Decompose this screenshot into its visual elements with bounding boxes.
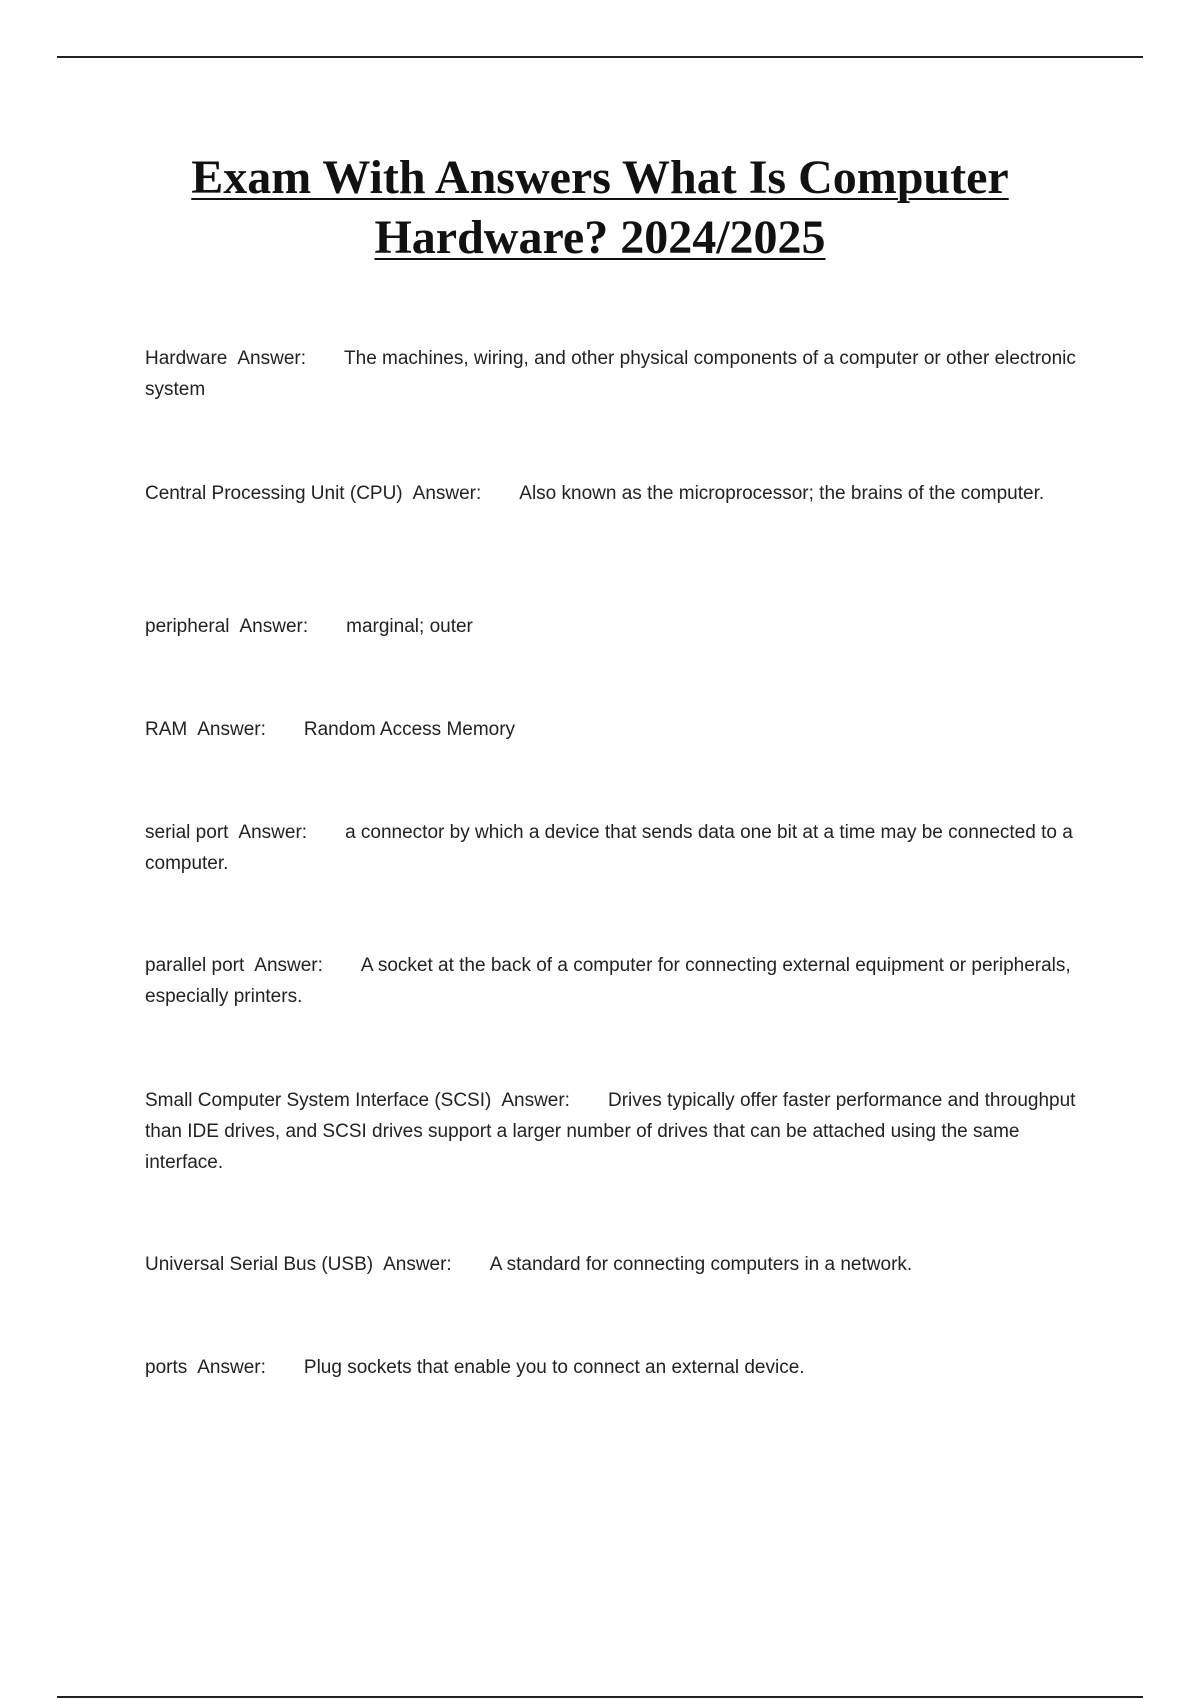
- answer-label: Answer:: [197, 719, 266, 740]
- answer-label: Answer:: [254, 955, 323, 976]
- answer-label: Answer:: [238, 822, 308, 843]
- qa-item-ram: [145, 714, 515, 745]
- title-line-2: Hardware? 2024/2025: [374, 211, 826, 264]
- term: serial port: [145, 822, 229, 843]
- answer-label: Answer:: [501, 1090, 570, 1111]
- answer-label: Answer:: [383, 1254, 452, 1275]
- qa-item-peripheral: [145, 611, 473, 642]
- answer-label: Answer:: [239, 616, 309, 637]
- term: RAM: [145, 719, 188, 740]
- answer-text: Drives typically offer faster performance and throughput than IDE drives, and SCSI drives support a larger number of drives that can be attached using the same interface.: [145, 1090, 1076, 1173]
- term: Small Computer System Interface (SCSI): [145, 1090, 492, 1111]
- qa-item-serial-port: [145, 817, 1090, 879]
- answer-text: marginal; outer: [346, 616, 473, 637]
- top-rule: [57, 56, 1143, 58]
- qa-item-usb: [145, 1249, 912, 1280]
- qa-item-scsi: [145, 1085, 1090, 1178]
- answer-text: A standard for connecting computers in a network.: [489, 1254, 913, 1275]
- term: Central Processing Unit (CPU): [145, 483, 403, 504]
- answer-label: Answer:: [237, 348, 307, 369]
- answer-text: A socket at the back of a computer for connecting external equipment or peripherals, especially printers.: [145, 955, 1071, 1007]
- term: Universal Serial Bus (USB): [145, 1254, 374, 1275]
- answer-text: Plug sockets that enable you to connect an external device.: [303, 1357, 805, 1378]
- answer-text: The machines, wiring, and other physical components of a computer or other electronic system: [145, 348, 1076, 400]
- page-title: [100, 148, 1100, 268]
- answer-text: Random Access Memory: [303, 719, 516, 740]
- qa-item-parallel-port: [145, 950, 1090, 1012]
- answer-label: Answer:: [412, 483, 482, 504]
- qa-item-cpu: [145, 478, 1044, 509]
- answer-text: Also known as the microprocessor; the brains of the computer.: [519, 483, 1045, 504]
- term: Hardware: [145, 348, 228, 369]
- answer-label: Answer:: [197, 1357, 266, 1378]
- title-line-1: Exam With Answers What Is Computer: [191, 151, 1009, 204]
- term: parallel port: [145, 955, 245, 976]
- term: peripheral: [145, 616, 230, 637]
- qa-item-ports: [145, 1352, 805, 1383]
- term: ports: [145, 1357, 188, 1378]
- answer-text: a connector by which a device that sends data one bit at a time may be connected to a computer.: [145, 822, 1073, 874]
- bottom-rule: [57, 1696, 1143, 1698]
- qa-item-hardware: [145, 343, 1090, 405]
